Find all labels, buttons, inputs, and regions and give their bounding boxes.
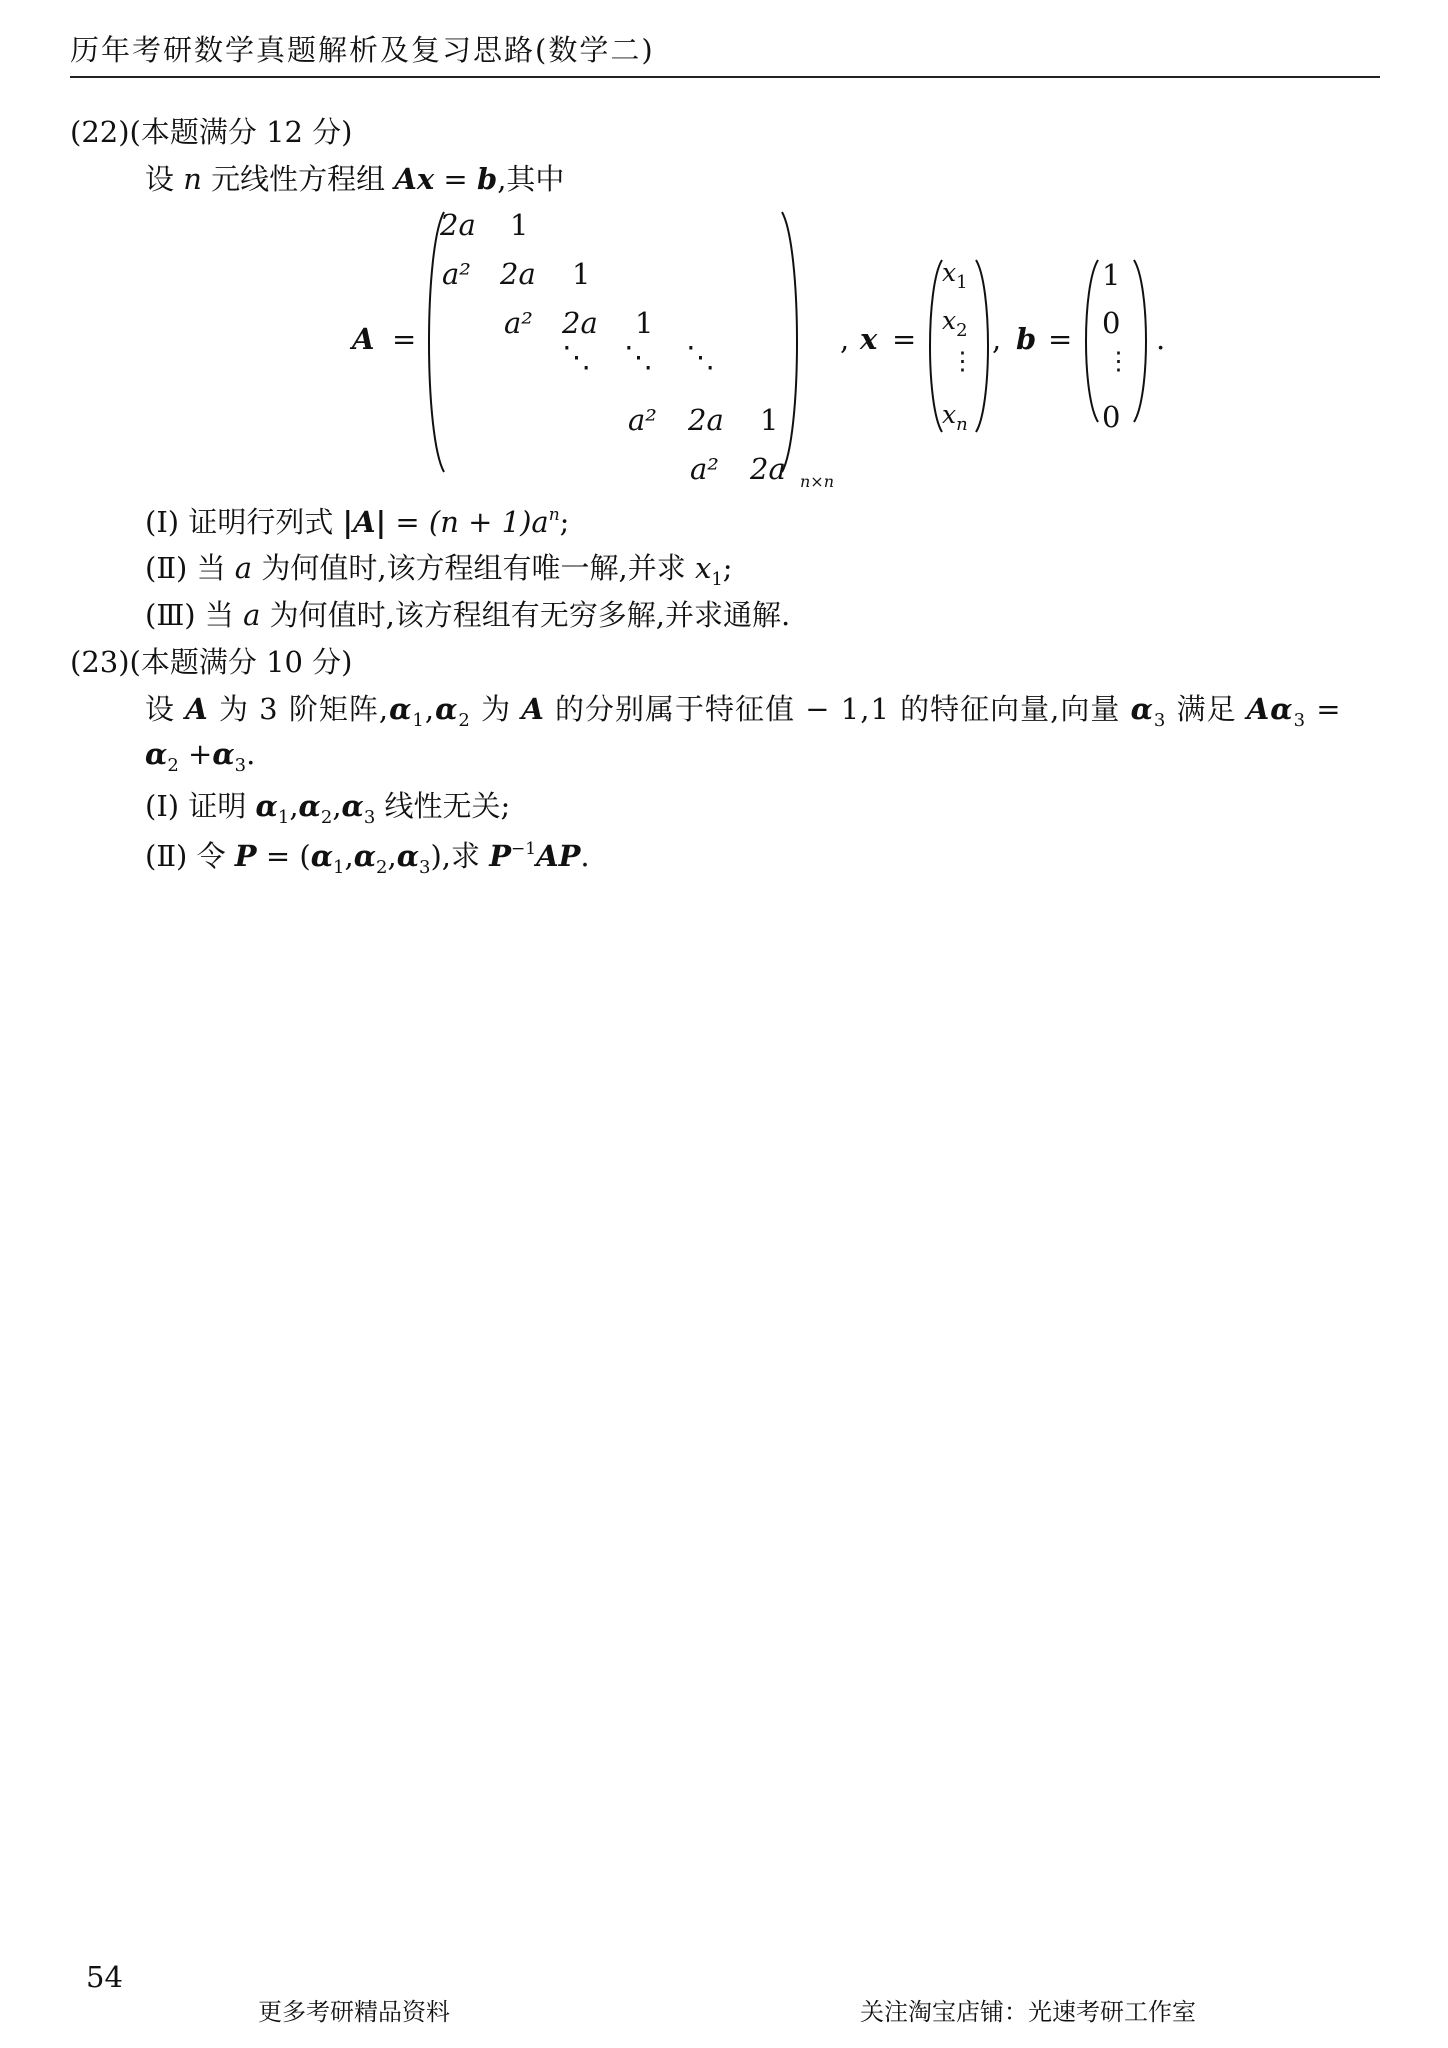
q22-eq-A: A: [394, 162, 417, 196]
alpha-2: α: [353, 839, 377, 873]
close-paren: ): [430, 839, 442, 873]
part-label: (Ⅲ): [145, 598, 196, 632]
alpha-3: α: [396, 839, 420, 873]
q23-l1-t3: 为: [481, 692, 512, 726]
footer-right-text: 关注淘宝店铺：光速考研工作室: [860, 1998, 1196, 2026]
part-label: (Ⅱ): [145, 839, 188, 873]
alpha-3: α: [212, 737, 235, 771]
part-label: (Ⅱ): [145, 551, 188, 585]
q22-part2-text-post: ;: [722, 551, 733, 585]
matrix-cell: a²: [690, 452, 719, 486]
vector-b-entry: 0: [1102, 306, 1121, 340]
open-paren: (: [299, 839, 311, 873]
matrix-P: P: [489, 839, 512, 873]
alpha-1: α: [255, 789, 278, 823]
alpha-2-sub: 2: [458, 710, 471, 731]
q22-eq-equals: =: [443, 162, 468, 196]
alpha-1-sub: 1: [333, 857, 345, 878]
q23-l1-t4: 的分别属于特征值 − 1,1 的特征向量,向量: [555, 692, 1121, 726]
alpha-3: α: [341, 789, 364, 823]
q22-eq-b: b: [476, 162, 498, 196]
vector-b-equals: =: [1048, 322, 1073, 356]
q23-l1-equals: =: [1316, 692, 1342, 726]
vector-x-equals: =: [892, 322, 917, 356]
footer-left-text: 更多考研精品资料: [258, 1998, 450, 2026]
q22-part3-text-post: 为何值时,该方程组有无穷多解,并求通解.: [269, 598, 791, 632]
q22-part3-text-pre: 当: [204, 598, 234, 632]
vector-b-entry: 0: [1102, 400, 1121, 434]
alpha-3-sub: 3: [363, 807, 376, 828]
alpha-2-sub: 2: [376, 857, 388, 878]
q23-l1-t5: 满足: [1176, 692, 1237, 726]
matrix-cell: 1: [635, 306, 654, 340]
matrix-P: P: [234, 839, 257, 873]
matrix-A-left-paren: [420, 208, 450, 476]
vector-b-right-paren: [1130, 256, 1152, 426]
alpha-2-sub: 2: [167, 755, 179, 776]
q22-part2: [145, 546, 733, 590]
vector-x-entry: $x_n$: [942, 400, 968, 435]
vector-x-sep: ,: [840, 322, 850, 356]
matrix-cell: 1: [760, 403, 779, 437]
q22-part1-det: |A|: [342, 505, 387, 539]
header-title: 历年考研数学真题解析及复习思路(数学二): [70, 33, 655, 67]
alpha-3: α: [1130, 692, 1154, 726]
matrix-cell: ⋱: [624, 340, 653, 374]
vector-x-entry: ⋮: [950, 346, 975, 375]
A-alpha-3: Aα: [1246, 692, 1294, 726]
comma: ,: [387, 839, 397, 873]
q22-eq-x: x: [416, 162, 435, 196]
matrix-A-right-paren: [776, 208, 806, 476]
alpha-1-sub: 1: [277, 807, 290, 828]
q23-part1: [145, 784, 511, 828]
matrix-cell: 1: [572, 257, 591, 291]
q22-part1-sup: n: [548, 505, 560, 525]
q22-part1: [145, 500, 569, 541]
comma: ,: [332, 789, 342, 823]
q23-score: (本题满分 10 分): [129, 645, 353, 679]
q23-l1-A: A: [185, 692, 209, 726]
alpha-2: α: [298, 789, 321, 823]
matrix-size-subscript: n×n: [800, 472, 835, 491]
q22-part3-var: a: [243, 598, 261, 632]
inverse-sup: −1: [511, 839, 537, 859]
A-alpha-3-sub: 3: [1293, 710, 1307, 731]
alpha-3-sub: 3: [234, 755, 247, 776]
matrix-A-equals: =: [392, 322, 417, 356]
q22-part1-text-mid: = (n + 1)a: [395, 505, 549, 539]
q22-part1-text-pre: 证明行列式: [188, 505, 334, 539]
alpha-1-sub: 1: [412, 710, 425, 731]
q23-part2: [145, 834, 590, 878]
q22-part2-text-pre: 当: [196, 551, 226, 585]
q22-part1-text-post: ;: [559, 505, 570, 539]
vector-x-entry: $x_1$: [942, 258, 968, 293]
q22-score: (本题满分 12 分): [129, 115, 353, 149]
alpha-2-sub: 2: [320, 807, 333, 828]
matrix-cell: ⋱: [562, 340, 591, 374]
q22-part3: [145, 593, 790, 634]
q23-part1-text-post: 线性无关;: [384, 789, 511, 823]
comma: ,: [289, 789, 299, 823]
alpha-2: α: [435, 692, 459, 726]
q22-part2-x-sub: 1: [711, 569, 723, 590]
comma: ,: [424, 692, 436, 726]
vector-b-end: .: [1156, 322, 1166, 356]
q22-intro-pre: 设: [145, 162, 175, 196]
q22-part2-var: a: [234, 551, 253, 585]
q23-l1-A2: A: [521, 692, 545, 726]
equals: =: [265, 839, 291, 873]
vector-b-entry: 1: [1102, 258, 1121, 292]
matrix-AP: AP: [536, 839, 581, 873]
q22-intro: [145, 157, 564, 198]
q23-line1: [145, 687, 1342, 731]
matrix-cell: 2a: [750, 452, 786, 486]
matrix-cell: 2a: [562, 306, 598, 340]
matrix-cell: ⋱: [686, 340, 715, 374]
q22-part2-x: x: [694, 551, 712, 585]
q22-intro-post: ,其中: [497, 162, 565, 196]
alpha-1: α: [389, 692, 413, 726]
q23-heading: [70, 640, 353, 681]
matrix-cell: a²: [504, 306, 533, 340]
q22-intro-n: n: [183, 162, 202, 196]
vector-b-left-paren: [1080, 256, 1102, 426]
matrix-cell: 2a: [500, 257, 536, 291]
alpha-2: α: [145, 737, 168, 771]
period: .: [246, 737, 256, 771]
q23-part2-text-mid: ,求: [441, 839, 481, 873]
q23-l1-t2: 为 3 阶矩阵,: [218, 692, 390, 726]
vector-x-entry: $x_2$: [942, 306, 968, 341]
vector-b-entry: ⋮: [1106, 346, 1131, 375]
plus: +: [188, 737, 213, 771]
matrix-cell: 2a: [688, 403, 724, 437]
vector-x-label: x: [860, 322, 878, 356]
q23-l1-t1: 设: [145, 692, 176, 726]
vector-b-sep: ,: [992, 322, 1002, 356]
header-rule: [70, 76, 1380, 78]
matrix-cell: a²: [628, 403, 657, 437]
matrix-cell: a²: [442, 257, 471, 291]
q22-part2-text-mid: 为何值时,该方程组有唯一解,并求: [261, 551, 686, 585]
matrix-A-label: A: [352, 322, 375, 356]
part-label: (Ⅰ): [145, 505, 180, 539]
matrix-cell: 1: [510, 208, 529, 242]
vector-x-right-paren: [972, 256, 994, 436]
alpha-1: α: [310, 839, 334, 873]
vector-b-label: b: [1016, 322, 1037, 356]
alpha-3-sub: 3: [419, 857, 431, 878]
q22-heading: [70, 110, 353, 151]
period: .: [580, 839, 590, 873]
matrix-cell: 2a: [440, 208, 476, 242]
q23-number: (23): [70, 645, 130, 679]
q22-number: (22): [70, 115, 130, 149]
q23-line2: [145, 737, 256, 776]
q22-intro-mid: 元线性方程组: [211, 162, 386, 196]
q23-part2-text-pre: 令: [196, 839, 226, 873]
part-label: (Ⅰ): [145, 789, 180, 823]
alpha-3-sub: 3: [1153, 710, 1167, 731]
comma: ,: [344, 839, 354, 873]
q23-part1-text-pre: 证明: [188, 789, 247, 823]
page-number: 54: [86, 1960, 123, 1994]
